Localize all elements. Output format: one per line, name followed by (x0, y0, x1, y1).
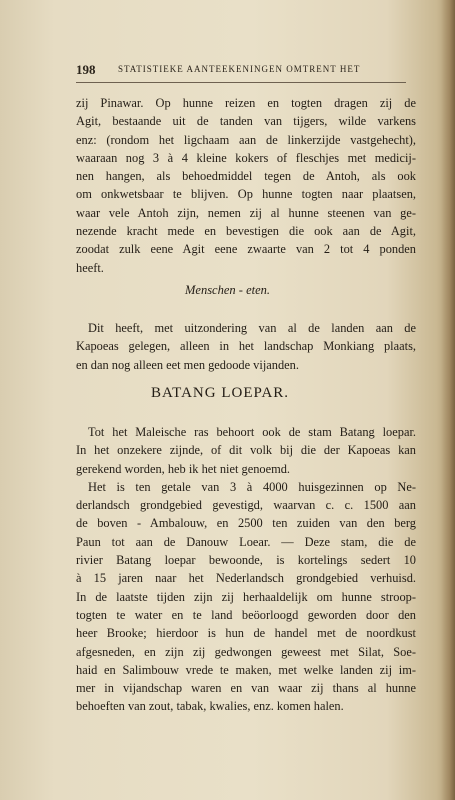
text-line: enz: (rondom het ligchaam aan de linkerzijde vastgehecht), (76, 132, 416, 147)
text-line: à 15 jaren naar het Nederlandsch grondgebied verhuisd. (76, 571, 416, 586)
text-line: In de laatste tijden zijn zij herhaaldelijk om hunne stroop- (76, 589, 416, 604)
text-line: Paun tot aan de Danouw Loear. — Deze stam, die de (76, 534, 416, 549)
text-line: rivier Batang loepar bewoonde, is kortelings sedert 10 (76, 553, 416, 568)
text-line: zij Pinawar. Op hunne reizen en togten dragen zij de (76, 96, 416, 110)
text-line: waar vele Antoh zijn, nemen zij al hunne steenen van ge- (76, 205, 416, 220)
text-line: zoodat zulk eene Agit eene zwaarte van 2 tot 4 ponden (76, 242, 416, 257)
text-line: mer in vijandschap waren en van waar zij thans al hunne (76, 681, 416, 696)
text-line: derlandsch grondgebied gevestigd, waarvan c. c. 1500 aan (76, 498, 416, 513)
running-title: STATISTIEKE AANTEEKENINGEN OMTRENT HET (118, 64, 361, 74)
text-line: heer Brooke; hierdoor is hun de handel met de noordkust (76, 626, 416, 641)
text-line: om onkwetsbaar te blijven. Op hunne togten naar plaatsen, (76, 187, 416, 202)
paragraph-agit (76, 94, 416, 277)
text-line: Kapoeas gelegen, alleen in het landschap Monkiang plaats, (76, 339, 416, 354)
text-line: Het is ten getale van 3 à 4000 huisgezinnen op Ne- (88, 479, 416, 494)
text-line: gerekend worden, heb ik het niet genoemd. (76, 461, 291, 476)
page-header (76, 62, 406, 78)
text-line: nezende kracht mede en bevestigen die ook aan de Agit, (76, 224, 416, 239)
text-line: togten te water en te land beöorloogd geworden door den (76, 607, 416, 622)
section-heading-menschen-eten: Menschen - eten. (184, 283, 271, 297)
text-line: nen hangen, als behoedmiddel tegen de Antoh, als ook (76, 169, 416, 184)
text-line: haid en Salimbouw vrede te maken, met welke landen zij im- (76, 662, 416, 677)
page-number: 198 (76, 62, 96, 77)
paragraph-batang-loepar (76, 423, 416, 716)
paragraph-menschen-eten (76, 319, 416, 374)
section-heading-batang-loepar: BATANG LOEPAR. (150, 385, 290, 401)
text-line: In het onzekere zijnde, of dit volk bij die der Kapoeas kan (76, 443, 416, 458)
page-edge-shadow (441, 0, 455, 800)
header-rule (76, 82, 406, 83)
text-line: de boven - Ambalouw, en 2500 ten zuiden van den berg (76, 516, 416, 531)
text-line: Dit heeft, met uitzondering van al de landen aan de (88, 321, 416, 335)
text-line: afgesneden, en zijn zij gedwongen geweest met Silat, Soe- (76, 644, 416, 659)
text-line: heeft. (76, 260, 104, 275)
text-line: Agit, bestaande uit de tanden van tijgers, wilde varkens (76, 114, 416, 129)
text-line: en dan nog alleen eet men gedoode vijanden. (76, 357, 299, 372)
text-line: waaraan nog 3 à 4 kleine kokers of fleschjes met medicij- (76, 150, 416, 165)
text-line: behoeften van zout, tabak, kwalies, enz. komen halen. (76, 699, 344, 714)
text-line: Tot het Maleische ras behoort ook de stam Batang loepar. (88, 425, 416, 439)
